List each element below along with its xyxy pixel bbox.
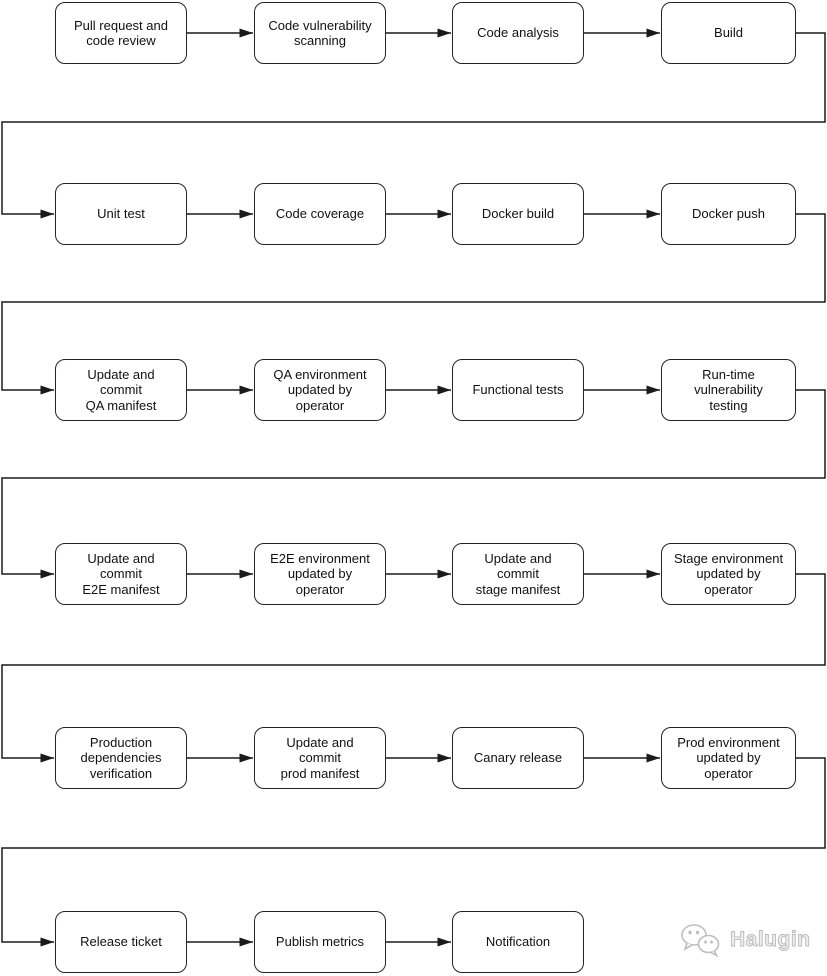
node-label: Code analysis [477, 25, 559, 41]
node-label: Code vulnerability scanning [268, 17, 372, 48]
node-label: Pull request and code review [74, 17, 168, 48]
node-label: Docker push [692, 206, 765, 222]
node-pull-request-code-review [55, 2, 187, 64]
node-label: Update and commit stage manifest [475, 551, 561, 597]
node-publish-metrics [254, 911, 386, 973]
watermark [680, 916, 820, 964]
node-label: Update and commit E2E manifest [82, 551, 160, 597]
node-label: Functional tests [472, 382, 564, 398]
node-docker-build [452, 183, 584, 245]
node-code-analysis [452, 2, 584, 64]
node-qa-environment-updated [254, 359, 386, 421]
node-production-dependencies-verification [55, 727, 187, 789]
node-unit-test [55, 183, 187, 245]
node-code-coverage [254, 183, 386, 245]
watermark-text: Halugin [730, 928, 811, 951]
node-stage-environment-updated [661, 543, 796, 605]
node-release-ticket [55, 911, 187, 973]
node-label: Update and commit prod manifest [280, 735, 360, 781]
node-canary-release [452, 727, 584, 789]
node-label: E2E environment updated by operator [270, 551, 370, 597]
node-notification [452, 911, 584, 973]
node-label: Production dependencies verification [80, 735, 162, 781]
node-prod-environment-updated [661, 727, 796, 789]
node-runtime-vulnerability-testing [661, 359, 796, 421]
node-label: Update and commit QA manifest [85, 367, 157, 413]
node-docker-push [661, 183, 796, 245]
node-code-vulnerability-scanning [254, 2, 386, 64]
node-label: Unit test [97, 206, 145, 222]
node-update-commit-qa-manifest [55, 359, 187, 421]
node-e2e-environment-updated [254, 543, 386, 605]
node-label: Docker build [481, 206, 555, 222]
node-label: Build [714, 25, 743, 41]
node-update-commit-e2e-manifest [55, 543, 187, 605]
node-label: Prod environment updated by operator [677, 735, 780, 781]
node-functional-tests [452, 359, 584, 421]
node-label: Run-time vulnerability testing [694, 367, 763, 413]
node-update-commit-stage-manifest [452, 543, 584, 605]
node-label: Notification [485, 934, 551, 950]
node-label: QA environment updated by operator [273, 367, 367, 413]
node-label: Release ticket [80, 934, 162, 950]
node-label: Canary release [473, 750, 563, 766]
node-label: Stage environment updated by operator [673, 551, 784, 597]
node-label: Code coverage [275, 206, 365, 222]
node-build [661, 2, 796, 64]
wechat-icon [680, 922, 722, 958]
node-label: Publish metrics [275, 934, 365, 950]
node-update-commit-prod-manifest [254, 727, 386, 789]
